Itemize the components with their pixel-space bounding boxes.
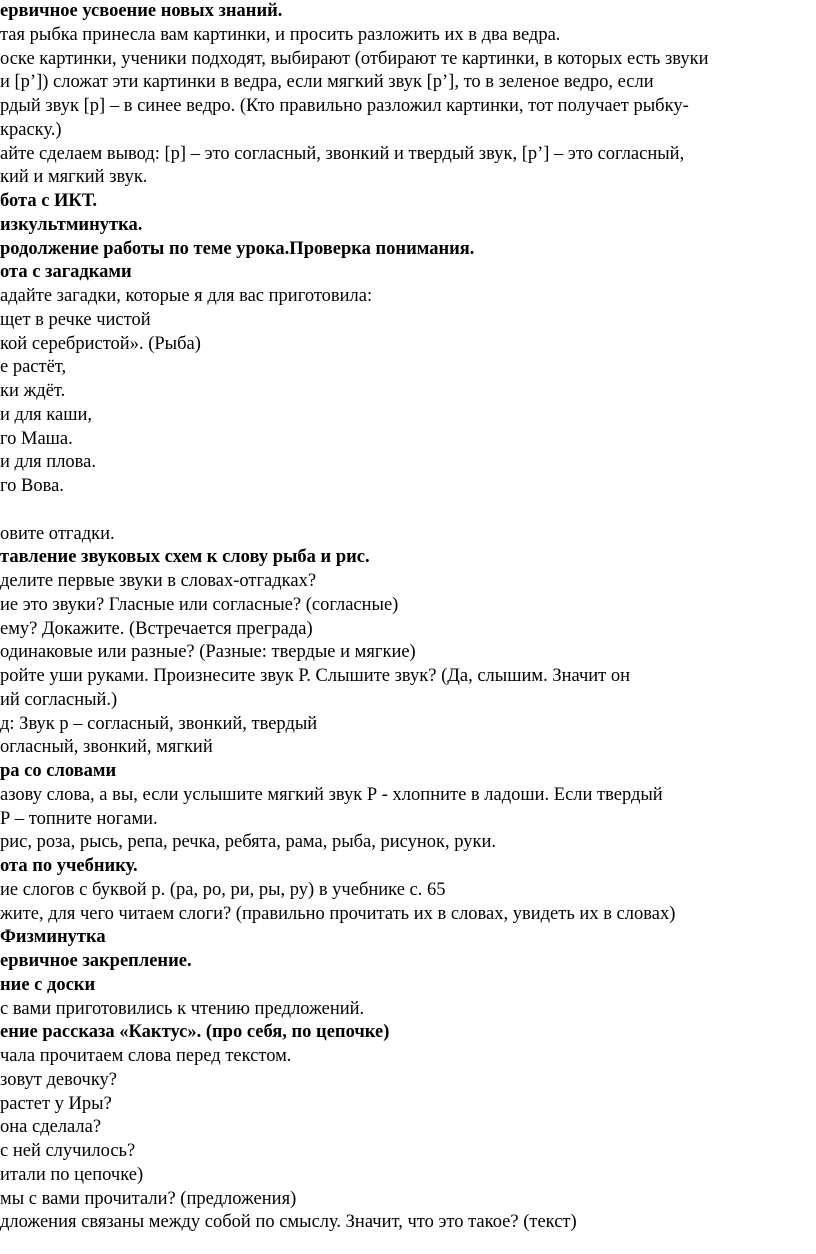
text-line: е растёт, — [0, 357, 67, 378]
text-line: ки ждёт. — [0, 381, 66, 401]
section-heading: ра со словами — [0, 761, 117, 781]
text-line: ройте уши руками. Произнесите звук Р. Слышите звук? (Да, слышим. Значит он — [0, 666, 631, 686]
text-line: огласный, звонкий, мягкий — [0, 737, 213, 758]
text-line: щет в речке чистой — [0, 309, 151, 330]
text-line: рис, роза, рысь, репа, речка, ребята, рама, рыба, рисунок, руки. — [0, 832, 497, 853]
text-line: делите первые звуки в словах-отгадках? — [0, 571, 317, 591]
section-heading: Физминутка — [0, 927, 106, 948]
text-line: айте сделаем вывод: [р] – это согласный, звонкий и твердый звук, [р’] – это согласный, — [0, 143, 685, 164]
text-line: тая рыбка принесла вам картинки, и просить разложить их в два ведра. — [0, 24, 561, 45]
section-heading: ервичное закрепление. — [0, 951, 192, 971]
text-line: адайте загадки, которые я для вас приготовила: — [0, 286, 373, 306]
section-heading: ота по учебнику. — [0, 856, 138, 876]
section-heading: бота с ИКТ. — [0, 191, 97, 211]
text-line: кой серебристой». (Рыба) — [0, 333, 201, 354]
text-line: оске картинки, ученики подходят, выбирают (отбирают те картинки, в которых есть звуки — [0, 48, 709, 69]
text-line: рдый звук [р] – в синее ведро. (Кто правильно разложил картинки, тот получает рыбку- — [0, 96, 689, 116]
text-line: овите отгадки. — [0, 523, 115, 544]
text-line: она сделала? — [0, 1117, 102, 1138]
section-heading: изкультминутка. — [0, 214, 143, 235]
section-heading: родолжение работы по теме урока.Проверка понимания. — [0, 238, 475, 259]
text-line: дложения связаны между собой по смыслу. Значит, что это такое? (текст) — [0, 1212, 577, 1233]
text-line: го Вова. — [0, 476, 64, 496]
text-line: чала прочитаем слова перед текстом. — [0, 1046, 292, 1066]
section-heading: тавление звуковых схем к слову рыба и рис. — [0, 547, 370, 568]
text-line: ие слогов с буквой р. (ра, ро, ри, ры, ру) в учебнике с. 65 — [0, 879, 446, 900]
section-heading: ота с загадками — [0, 262, 132, 283]
text-line: азову слова, а вы, если услышите мягкий звук Р - хлопните в ладоши. Если твердый — [0, 784, 663, 805]
text-line: с ней случилось? — [0, 1141, 136, 1161]
section-heading: ение рассказа «Кактус». (про себя, по цепочке) — [0, 1022, 390, 1043]
text-line: д: Звук р – согласный, звонкий, твердый — [0, 713, 318, 734]
section-heading: ервичное усвоение новых знаний. — [0, 1, 283, 21]
text-line: жите, для чего читаем слоги? (правильно прочитать их в словах, увидеть их в словах) — [0, 903, 676, 924]
text-line: краску.) — [0, 119, 62, 140]
text-line: кий и мягкий звук. — [0, 167, 148, 188]
text-line: Р – топните ногами. — [0, 808, 158, 829]
text-line: ему? Докажите. (Встречается преграда) — [0, 618, 313, 639]
text-line: ие это звуки? Гласные или согласные? (согласные) — [0, 594, 399, 615]
text-line: зовут девочку? — [0, 1069, 118, 1090]
text-line: одинаковые или разные? (Разные: твердые и мягкие) — [0, 642, 416, 663]
text-line: мы с вами прочитали? (предложения) — [0, 1188, 297, 1209]
text-line: и [р’]) сложат эти картинки в ведра, если мягкий звук [р’], то в зеленое ведро, если — [0, 72, 654, 93]
text-line: и для плова. — [0, 452, 97, 473]
text-line: итали по цепочке) — [0, 1164, 144, 1185]
text-line: го Маша. — [0, 428, 73, 449]
text-line: с вами приготовились к чтению предложений. — [0, 998, 365, 1019]
text-line: растет у Иры? — [0, 1093, 112, 1114]
text-line: ий согласный.) — [0, 689, 118, 710]
section-heading: ние с доски — [0, 974, 96, 995]
text-line: и для каши, — [0, 404, 92, 425]
